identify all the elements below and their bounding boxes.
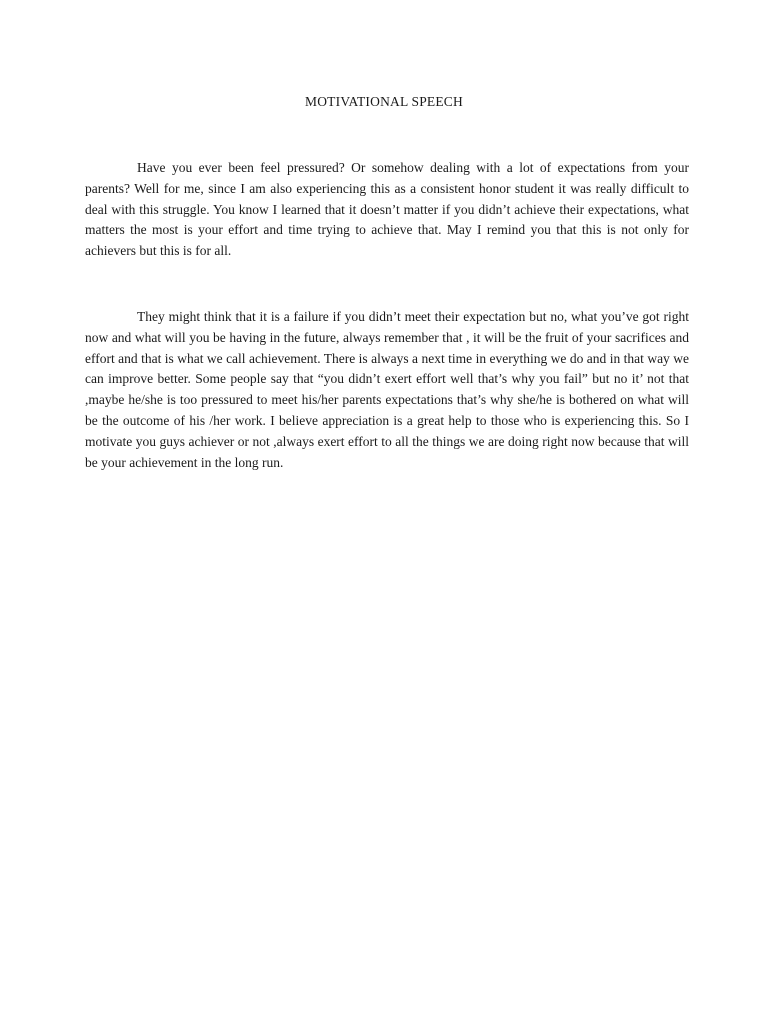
paragraph-1 bbox=[85, 158, 689, 262]
document-title: MOTIVATIONAL SPEECH bbox=[305, 94, 463, 109]
paragraph-text: Have you ever been feel pressured? Or somehow dealing with a lot of expectations from your parents? Well for me, since I am also experiencing this as a consistent honor student it was really difficult to deal with this struggle. You know I learned that it doesn’t matter if you didn’t achieve their expectations, what matters the most is your effort and time trying to achieve that. May I remind you that this is not only for achievers but this is for all. bbox=[85, 160, 689, 259]
paragraph-text: They might think that it is a failure if you didn’t meet their expectation but no, what you’ve got right now and what will you be having in the future, always remember that , it will be the fruit of your sacrifices and effort and that is what we call achievement. There is always a next time in everything we do and in that way we can improve better. Some people say that “you didn’t exert effort well that’s why you fail” but no it’ not that ,maybe he/she is too pressured to meet his/her parents expectations that’s why she/he is bothered on what will be the outcome of his /her work. I believe appreciation is a great help to those who is experiencing this. So I motivate you guys achiever or not ,always exert effort to all the things we are doing right now because that will be your achievement in the long run. bbox=[85, 309, 689, 470]
paragraph-2 bbox=[85, 307, 689, 473]
